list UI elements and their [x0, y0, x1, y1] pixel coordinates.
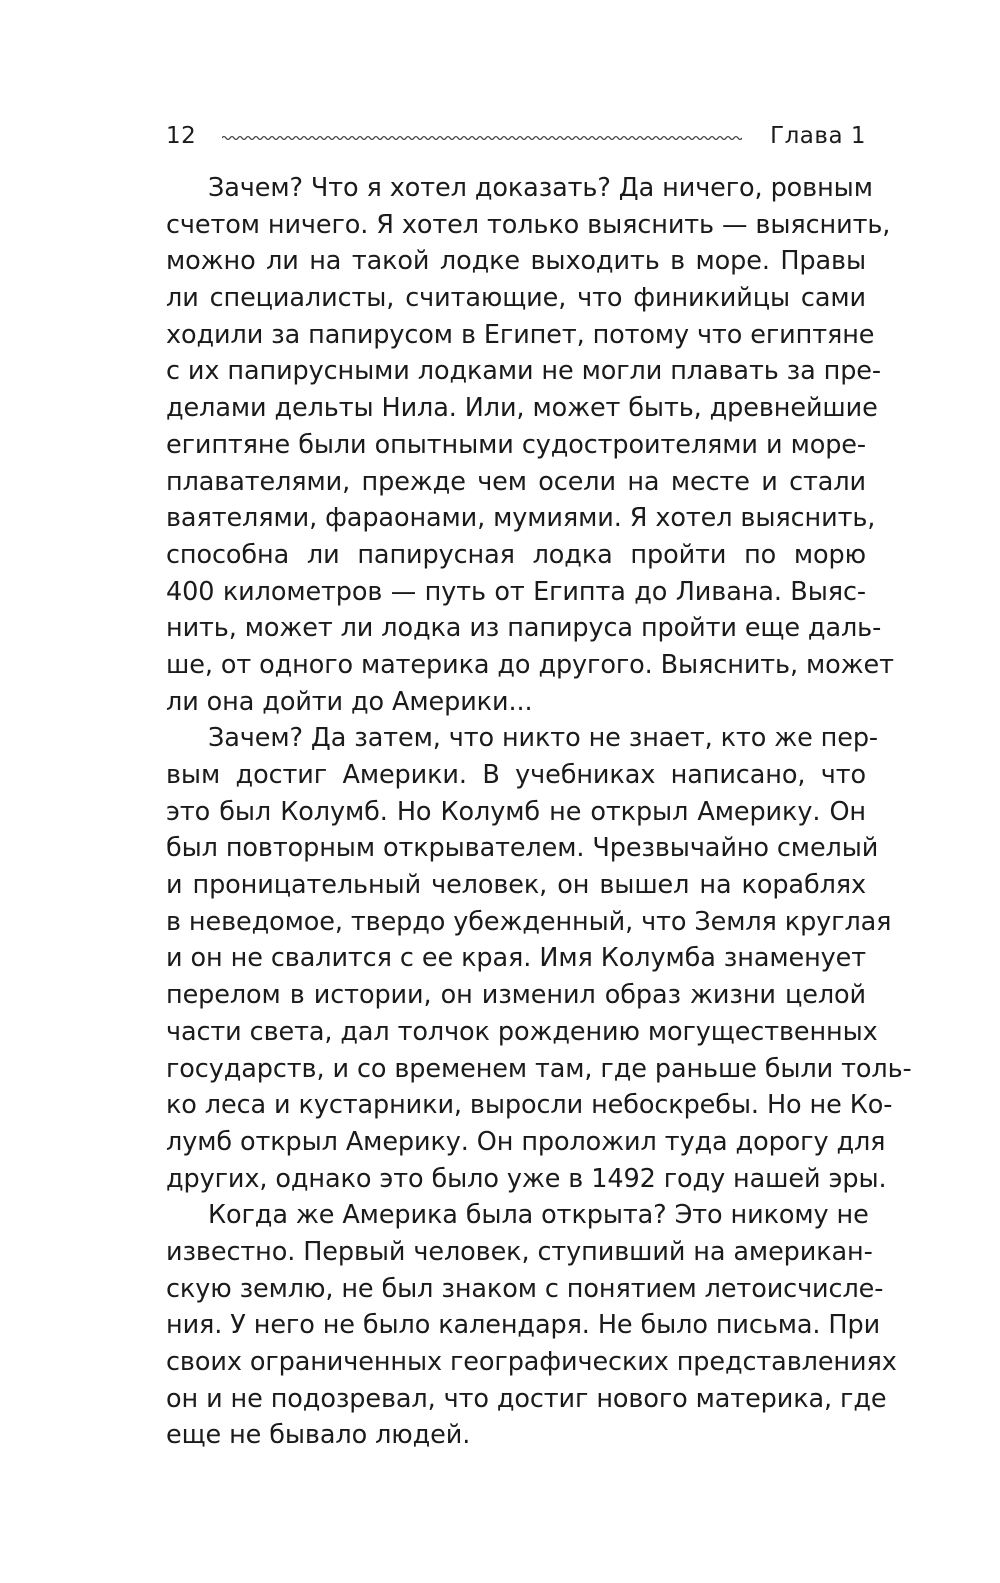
text-line: перелом в истории, он изменил образ жизни целой [166, 980, 866, 1011]
text-line: 400 километров — путь от Египта до Ливана. Выяс- [166, 576, 866, 607]
text-line: с их папирусными лодками не могли плавать за пре- [166, 356, 881, 387]
body-text [166, 170, 912, 1454]
paragraph [166, 170, 894, 720]
text-line: ше, от одного материка до другого. Выяснить, может [166, 649, 894, 680]
running-head [166, 118, 866, 154]
text-line: ко леса и кустарники, выросли небоскребы. Но не Ко- [166, 1090, 893, 1121]
paragraph [166, 1197, 897, 1454]
text-line: скую землю, не был знаком с понятием летоисчисле- [166, 1273, 884, 1304]
text-line: и проницательный человек, он вышел на кораблях [166, 870, 866, 901]
text-line: способна ли папирусная лодка пройти по морю [166, 539, 866, 570]
chapter-label: Глава 1 [770, 123, 866, 149]
wavy-rule-ornament [222, 132, 742, 144]
page-number: 12 [166, 123, 197, 149]
text-line: лумб открыл Америку. Он проложил туда дорогу для [166, 1126, 886, 1157]
text-line: счетом ничего. Я хотел только выяснить — выяснить, [166, 209, 891, 240]
text-line: ли она дойти до Америки... [166, 686, 533, 717]
text-line: своих ограниченных географических представлениях [166, 1347, 897, 1377]
text-line: части света, дал толчок рождению могущественных [166, 1016, 878, 1047]
text-line: нить, может ли лодка из папируса пройти еще даль- [166, 613, 882, 644]
text-line: ваятелями, фараонами, мумиями. Я хотел выяснить, [166, 503, 876, 534]
text-line: ходили за папирусом в Египет, потому что египтяне [166, 319, 875, 350]
text-line: государств, и со временем там, где раньше были толь- [166, 1053, 912, 1084]
text-line: Зачем? Что я хотел доказать? Да ничего, ровным [208, 173, 873, 203]
text-line: можно ли на такой лодке выходить в море. Правы [166, 246, 866, 277]
text-line: делами дельты Нила. Или, может быть, древнейшие [166, 393, 878, 424]
paragraph [166, 720, 912, 1197]
text-line: был повторным открывателем. Чрезвычайно смелый [166, 833, 879, 864]
text-line: известно. Первый человек, ступивший на американ- [166, 1236, 873, 1267]
text-line: других, однако это было уже в 1492 году нашей эры. [166, 1163, 887, 1194]
text-line: еще не бывало людей. [166, 1420, 471, 1451]
text-line: это был Колумб. Но Колумб не открыл Америку. Он [166, 796, 866, 827]
text-line: он и не подозревал, что достиг нового материка, где [166, 1383, 887, 1414]
text-line: вым достиг Америки. В учебниках написано, что [166, 760, 866, 790]
text-line: Когда же Америка была открыта? Это никому не [208, 1200, 869, 1231]
text-line: Зачем? Да затем, что никто не знает, кто же пер- [208, 723, 879, 754]
text-line: в неведомое, твердо убежденный, что Земля круглая [166, 906, 892, 937]
text-line: египтяне были опытными судостроителями и море- [166, 429, 866, 460]
text-line: ли специалисты, считающие, что финикийцы сами [166, 283, 866, 314]
text-line: ния. У него не было календаря. Не было письма. При [166, 1310, 881, 1341]
text-line: и он не свалится с ее края. Имя Колумба знаменует [166, 943, 866, 974]
text-line: плавателями, прежде чем осели на месте и стали [166, 466, 866, 497]
